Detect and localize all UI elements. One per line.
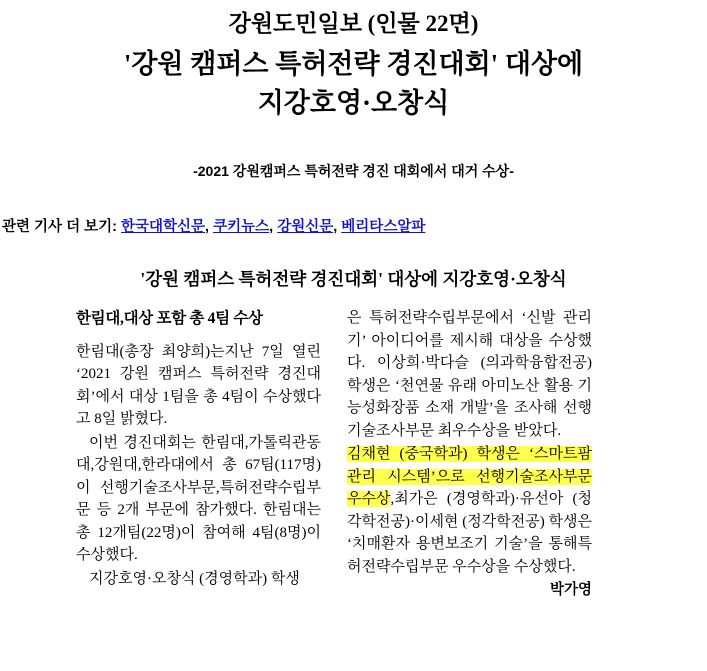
related-links-list xyxy=(121,219,425,235)
related-link-2[interactable]: 강원신문 xyxy=(277,219,334,236)
article-column-right xyxy=(347,307,592,616)
related-link-0[interactable]: 한국대학신문 xyxy=(121,219,206,236)
source-line: 강원도민일보 (인물 22면) xyxy=(228,11,479,36)
subheadline: -2021 강원캠퍼스 특허전략 경진 대회에서 대거 수상- xyxy=(193,163,514,180)
highlight-trailing-text: ,최가은 (경영학과)·유선아 (청각학전공)·이세현 (정각학전공) 학생은 ‘치매환자 용변보조기 기술’을 통해특허전략수립부문 우수상을 수상했다. xyxy=(347,491,592,575)
article-paragraph: 이번 경진대회는 한림대,가톨릭관동대,강원대,한라대에서 총 67팀(117명)이 선행기술조사부문,특허전략수립부문 등 2개 부문에 참가했다. 한림대는 총 12개팀(22명)이 참여해 4팀(8명)이 수상했다. xyxy=(76,434,321,564)
article-paragraph: 은 특허전략수립부문에서 ‘신발 관리기’ 아이디어를 제시해 대상을 수상했다. 이상희·박다슬 (의과학융합전공) 학생은 ‘천연물 유래 아미노산 활용 기능성화장품 소재 개발’을 조사해 선행기술조사부문 최우수상을 받았다. xyxy=(347,310,592,439)
article-byline: 박가영 xyxy=(549,582,592,599)
article-columns xyxy=(14,307,693,616)
related-link-1[interactable]: 쿠키뉴스 xyxy=(213,219,270,236)
article-paragraph: 지강호영·오창식 (경영학과) 학생 xyxy=(89,570,300,587)
related-link-separator-1: , xyxy=(269,219,278,236)
headline-line-1: '강원 캠퍼스 특허전략 경진대회' 대상에 xyxy=(123,49,584,80)
related-link-separator-0: , xyxy=(205,219,214,236)
article-paragraph-highlighted xyxy=(347,443,592,578)
article-column-left xyxy=(76,307,321,590)
related-articles-label: 관련 기사 더 보기: xyxy=(2,219,117,236)
highlighted-text: 김채현 (중국학과) 학생은 ‘스마트팜 관리 시스템’으로 선행기술조사부문 우수상 xyxy=(347,446,592,508)
headline-line-2: 지강호영·오창식 xyxy=(257,88,450,119)
related-link-separator-2: , xyxy=(333,219,342,236)
document-header xyxy=(0,0,707,123)
article-body xyxy=(0,266,707,616)
article-title: '강원 캠퍼스 특허전략 경진대회' 대상에 지강호영·오창식 xyxy=(140,269,567,290)
article-kicker: 한림대,대상 포함 총 4팀 수상 xyxy=(76,310,263,328)
article-paragraph: 한림대(총장 최양희)는지난 7일 열린 ‘2021 강원 캠퍼스 특허전략 경진대회’에서 대상 1팀을 총 4팀이 수상했다고 8일 밝혔다. xyxy=(76,343,321,428)
page-title xyxy=(0,45,707,123)
related-link-3[interactable]: 베리타스알파 xyxy=(341,219,426,236)
related-articles xyxy=(0,215,707,236)
